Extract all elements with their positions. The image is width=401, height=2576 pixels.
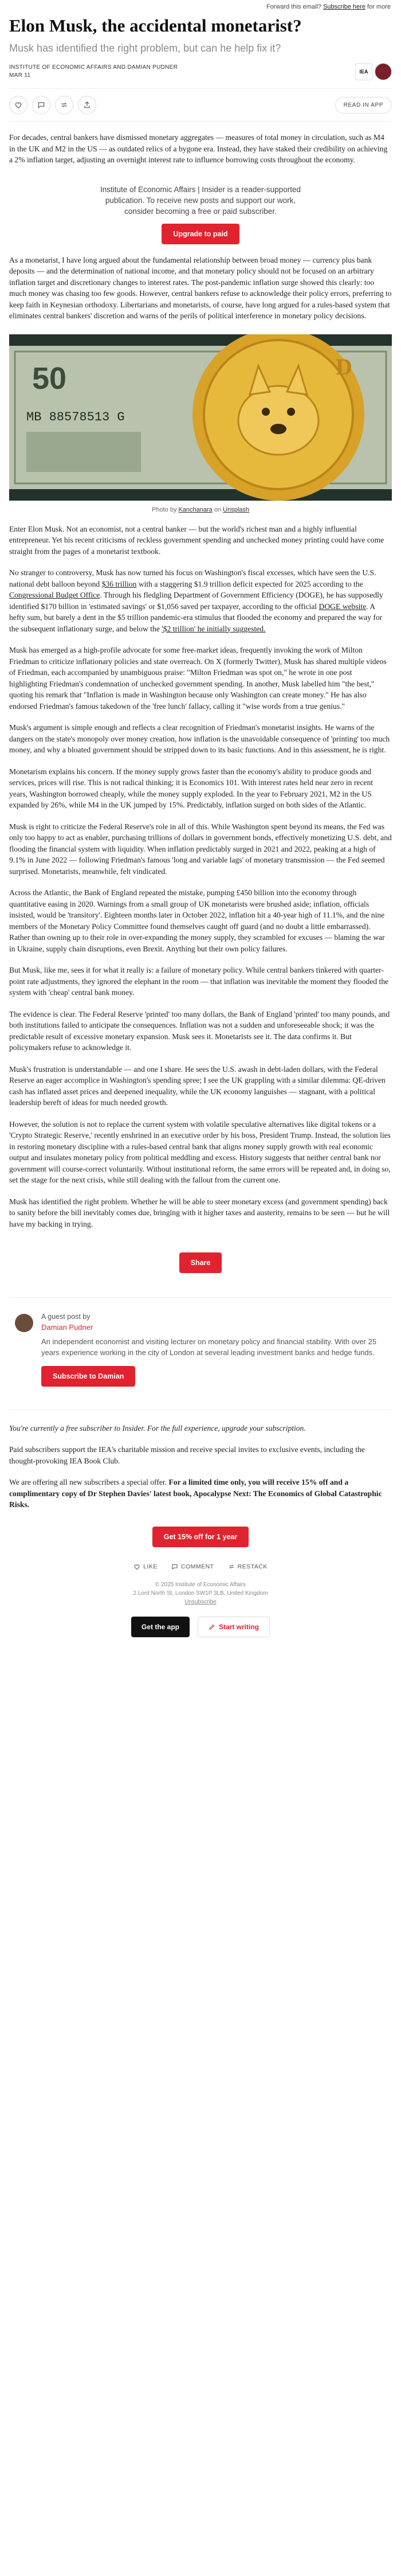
address: 2 Lord North St, London SW1P 3LB, United Kingdom	[133, 1590, 268, 1597]
banknote-serial: MB 88578513 G	[26, 409, 125, 424]
caption-prefix: Photo by	[151, 506, 179, 513]
footer	[0, 1410, 401, 1637]
guest-author-name[interactable]: Damian Pudner	[41, 1323, 93, 1332]
byline-row	[9, 63, 392, 80]
guest-post-label: A guest post by	[41, 1313, 91, 1321]
subscribe-box	[99, 184, 302, 244]
footer-actions	[9, 1563, 392, 1570]
guest-author-card	[9, 1297, 392, 1387]
get-app-label: Get the app	[141, 1622, 179, 1631]
paragraph-2: As a monetarist, I have long argued about the fundamental relationship between broad money — currency plus bank deposits — and the determination of national income, and that monetary policy should not be focused on an arbitrary inflation target and discretionary changes to interest rates. The post-pandemic inflation surge showed this clearly: too much money was chasing too few goods. However, central bankers refuse to acknowledge their policy errors, preferring to keep faith in Keynesian orthodoxy. Libertarians and monetarists, of course, have long argued for a rules-based system that eliminates central bankers' discretion and warns of the perils of political interference in monetary policy decisions.	[9, 255, 392, 320]
subscribe-here-link[interactable]: Subscribe here	[323, 3, 365, 10]
post-actions	[9, 88, 392, 122]
post-subtitle: Musk has identified the right problem, but can he help fix it?	[9, 42, 281, 54]
hero-image[interactable]	[9, 334, 392, 501]
paragraph-8: Musk is right to criticize the Federal Reserve's role in all of this. While Washington spent beyond its means, the Fed was only too happy to act as enabler, purchasing trillions of dollars in government bonds, effectively monetizing U.S. debt, and flooding the financial system with liquidity. When inflation predictably surged in 2021 and 2022, peaking at a high of 9.1% in June 2022 — following Friedman's famous 'long and variable lags' of monetary transmission — the Fed seemed surprised. Monetarists, meanwhile, felt vindicated.	[9, 822, 392, 876]
paid-info: Paid subscribers support the IEA's charitable mission and receive special invites to exclusive events, including the thought-provoking IEA Book Club.	[9, 1445, 365, 1465]
guest-author-avatar[interactable]	[15, 1314, 33, 1332]
paragraph-6: Musk's argument is simple enough and reflects a clear recognition of Friedman's monetarist insights. He warns of the dangers on the state's monopoly over money creation, how inflation is the unavoidable consequence of 'printing' too much money, and why a bloated government should be stripped down to its basic functions. And in this assessment, he is right.	[9, 723, 390, 754]
banknote-coin-illustration	[9, 334, 392, 501]
discount-button[interactable]: Get 15% off for 1 year	[152, 1527, 249, 1547]
paragraph-3: Enter Elon Musk. Not an economist, not a central banker — but the world's richest man and a highly influential entrepreneur. Yet his recent criticisms of reckless government spending and unchecked money printing could have come straight from the pages of a monetarist textbook.	[9, 524, 384, 556]
upgrade-button[interactable]: Upgrade to paid	[162, 224, 239, 244]
image-caption	[9, 506, 392, 513]
free-subscriber-note: You're currently a free subscriber to Insider. For the full experience, upgrade your subscription.	[9, 1424, 306, 1433]
forward-prefix: Forward this email?	[266, 3, 323, 10]
share-icon	[83, 101, 91, 109]
comment-icon	[37, 101, 45, 109]
comment-icon	[171, 1563, 178, 1570]
footer-restack-label: RESTACK	[237, 1563, 268, 1570]
footer-comment[interactable]	[171, 1563, 214, 1570]
unsplash-link[interactable]: Unsplash	[223, 506, 250, 513]
footer-like-label: LIKE	[143, 1563, 158, 1570]
photographer-link[interactable]: Kanchanara	[178, 506, 213, 513]
p4-text-c: . Through his fledgling Department of Government Efficiency (DOGE), he has supposedly identified $170 billion in 'estimated savings' or $1,056 saved per taxpayer, according to the official	[9, 591, 383, 611]
forward-note	[0, 0, 401, 13]
p4-text-d: . A hefty sum, but barely a dent in the $5 trillion pandemic-era stimulus that flooded the economy and prepared the way for the subsequent inflationary surge, and below the	[9, 602, 383, 633]
subscribe-text: Institute of Economic Affairs | Insider is a reader-supported publication. To receive new posts and support our work, consider becoming a free or paid subscriber.	[100, 185, 301, 216]
post-date: MAR 11	[9, 72, 31, 79]
like-button[interactable]	[9, 96, 27, 114]
share-button[interactable]: Share	[179, 1252, 222, 1273]
iea-logo-avatar[interactable]: IEA	[355, 63, 372, 80]
paragraph-4	[9, 567, 392, 634]
byline[interactable]: INSTITUTE OF ECONOMIC AFFAIRS AND DAMIAN PUDNER	[9, 64, 178, 71]
restack-button[interactable]	[55, 96, 73, 114]
paragraph-13: However, the solution is not to replace the current system with volatile speculative alternatives like digital tokens or a 'Crypto Strategic Reserve,' recently enshrined in an executive order by his boss, President Trump. Instead, the solution lies in restoring monetary discipline with a rules-based central bank that aligns money supply growth with real economic output and insulates monetary policy from political meddling and excess. History suggests that neither central bank nor government will course-correct voluntarily. Without institutional reform, the same errors will be repeated and, in doing so, set the stage for the next crisis, while still dealing with the fallout from the current one.	[9, 1119, 391, 1184]
p4-text-b: with a staggering $1.9 trillion deficit expected for 2025 according to the	[136, 579, 363, 588]
restack-icon	[228, 1563, 235, 1570]
post-title[interactable]: Elon Musk, the accidental monetarist?	[9, 15, 302, 36]
paragraph-11: The evidence is clear. The Federal Reserve 'printed' too many dollars, the Bank of England 'printed' too many pounds, and both institutions failed to anticipate the consequences. Inflation was not a sudden and unforeseeable shock; it was the predictable result of excessive monetary expansion. Musk sees it. Monetarists see it. The data confirms it. But policymakers refuse to acknowledge it.	[9, 1009, 390, 1052]
legal-info	[9, 1580, 392, 1606]
start-writing-button[interactable]	[198, 1617, 270, 1637]
paragraph-7: Monetarism explains his concern. If the money supply grows faster than the economy's ability to produce goods and services, prices will rise. This is not radical thinking; it is Economics 101. With interest rates held near zero in recent years, Washington borrowed cheaply, while the money supply exploded. In the year to February 2021, M2 in the US expanded by 26%, while M4 in the UK jumped by 15%. Predictably, inflation surged on both sides of the Atlantic.	[9, 767, 374, 809]
footer-comment-label: COMMENT	[180, 1563, 214, 1570]
doge-website-link[interactable]: DOGE website	[319, 602, 367, 611]
footer-like[interactable]	[133, 1563, 158, 1570]
subscribe-author-button[interactable]: Subscribe to Damian	[41, 1366, 135, 1387]
comment-button[interactable]	[32, 96, 50, 114]
caption-mid: on	[212, 506, 223, 513]
get-app-button[interactable]	[131, 1617, 190, 1637]
copyright: © 2025 Institute of Economic Affairs	[155, 1581, 246, 1588]
heart-icon	[14, 101, 22, 109]
paragraph-5: Musk has emerged as a high-profile advocate for some free-market ideas, frequently invoking the work of Milton Friedman to criticize inflationary policies and state overreach. On X (formerly Twitter), Musk has shared multiple videos of Friedman, each accompanied by unambiguous praise: "Milton Friedman was spot on," he wrote in one post highlighting Friedman's condemnation of unchecked government spending. In another, Musk labelled him "the best," quoting his remark that "Inflation is made in Washington because only Washington can create money." He has also endorsed Friedman's famous takedown of the 'free lunch' fallacy, calling it "wise words from a true genius."	[9, 646, 387, 711]
offer-bold: For a limited time only, you will receive 15% off and a complimentary copy of Dr Stephen Davies' latest book, Apocalypse Next: The Economics of Global Catastrophic Risks.	[9, 1478, 382, 1509]
forward-suffix: for more	[365, 3, 391, 10]
paragraph-9: Across the Atlantic, the Bank of England repeated the mistake, pumping £450 billion into the economy through quantitative easing in 2020. Warnings from a small group of UK monetarists were brushed aside; inflation, officials insisted, would be 'transitory'. Eighteen months later in October 2022, inflation hit a 40-year high of 11.1%, and the nine members of the Monetary Policy Committee found themselves caught off guard (and no doubt a little embarrassed). Rather than owning up to their role in over-expanding the money supply, they scrambled for excuses — blaming the war in Ukraine, supply chain disruptions, even Brexit. Anything but their own policy failures.	[9, 888, 385, 953]
offer-text: We are offering all new subscribers a special offer.	[9, 1478, 169, 1486]
article	[0, 16, 401, 1387]
author-avatars[interactable]	[355, 63, 392, 80]
coin-letter: D	[336, 353, 352, 380]
share-icon-button[interactable]	[78, 96, 96, 114]
restack-icon	[60, 101, 68, 109]
unsubscribe-link[interactable]: Unsubscribe	[184, 1598, 217, 1605]
paragraph-1: For decades, central bankers have dismissed monetary aggregates — measures of total money in circulation, such as M4 in the UK and M2 in the US — as outdated relics of a bygone era. Instead, they have staked their credibility on achieving a 2% inflation target, adjusting an overnight interest rate to influence borrowing costs throughout the economy.	[9, 133, 388, 164]
special-offer	[9, 1477, 392, 1511]
author-avatar[interactable]	[375, 63, 392, 80]
two-trillion-link[interactable]: '$2 trillion' he initially suggested.	[162, 624, 266, 633]
heart-icon	[133, 1563, 140, 1570]
cbo-link[interactable]: Congressional Budget Office	[9, 591, 100, 599]
paragraph-14: Musk has identified the right problem. Whether he will be able to steer monetary excess (and government spending) back to sanity before the bill inevitably comes due, bringing with it higher taxes and austerity, remains to be seen — but he will have my backing in trying.	[9, 1197, 390, 1228]
footer-restack[interactable]	[228, 1563, 268, 1570]
p4-text-a: No stranger to controversy, Musk has now turned his focus on Washington's fiscal excesses, which have seen the U.S. national debt balloon beyond	[9, 568, 376, 588]
guest-author-bio: An independent economist and visiting lecturer on monetary policy and financial stability. With over 25 years experience working in the city of London at several leading investment banks and hedge funds.	[41, 1337, 377, 1357]
debt-link[interactable]: $36 trillion	[101, 579, 137, 588]
banknote-number-left: 50	[32, 361, 67, 396]
bottom-buttons	[9, 1617, 392, 1637]
paragraph-10: But Musk, like me, sees it for what it really is: a failure of monetary policy. While central bankers tinkered with quarter-point rate adjustments, they ignored the elephant in the room — that inflation was inevitable the moment they flooded the system with 'cheap' central bank money.	[9, 966, 389, 997]
paragraph-12: Musk's frustration is understandable — and one I share. He sees the U.S. awash in debt-laden dollars, with the Federal Reserve an eager accomplice in Washington's spending spree; I see the UK grappling with a similar dilemma: QE-driven cash has inflated asset prices and deepened inequality, while the UK economy languishes — stagnant, with a political leadership bereft of ideas for much needed growth.	[9, 1064, 386, 1107]
read-in-app-button[interactable]: READ IN APP	[335, 97, 392, 114]
start-writing-label: Start writing	[219, 1622, 260, 1631]
pen-icon	[209, 1623, 215, 1630]
